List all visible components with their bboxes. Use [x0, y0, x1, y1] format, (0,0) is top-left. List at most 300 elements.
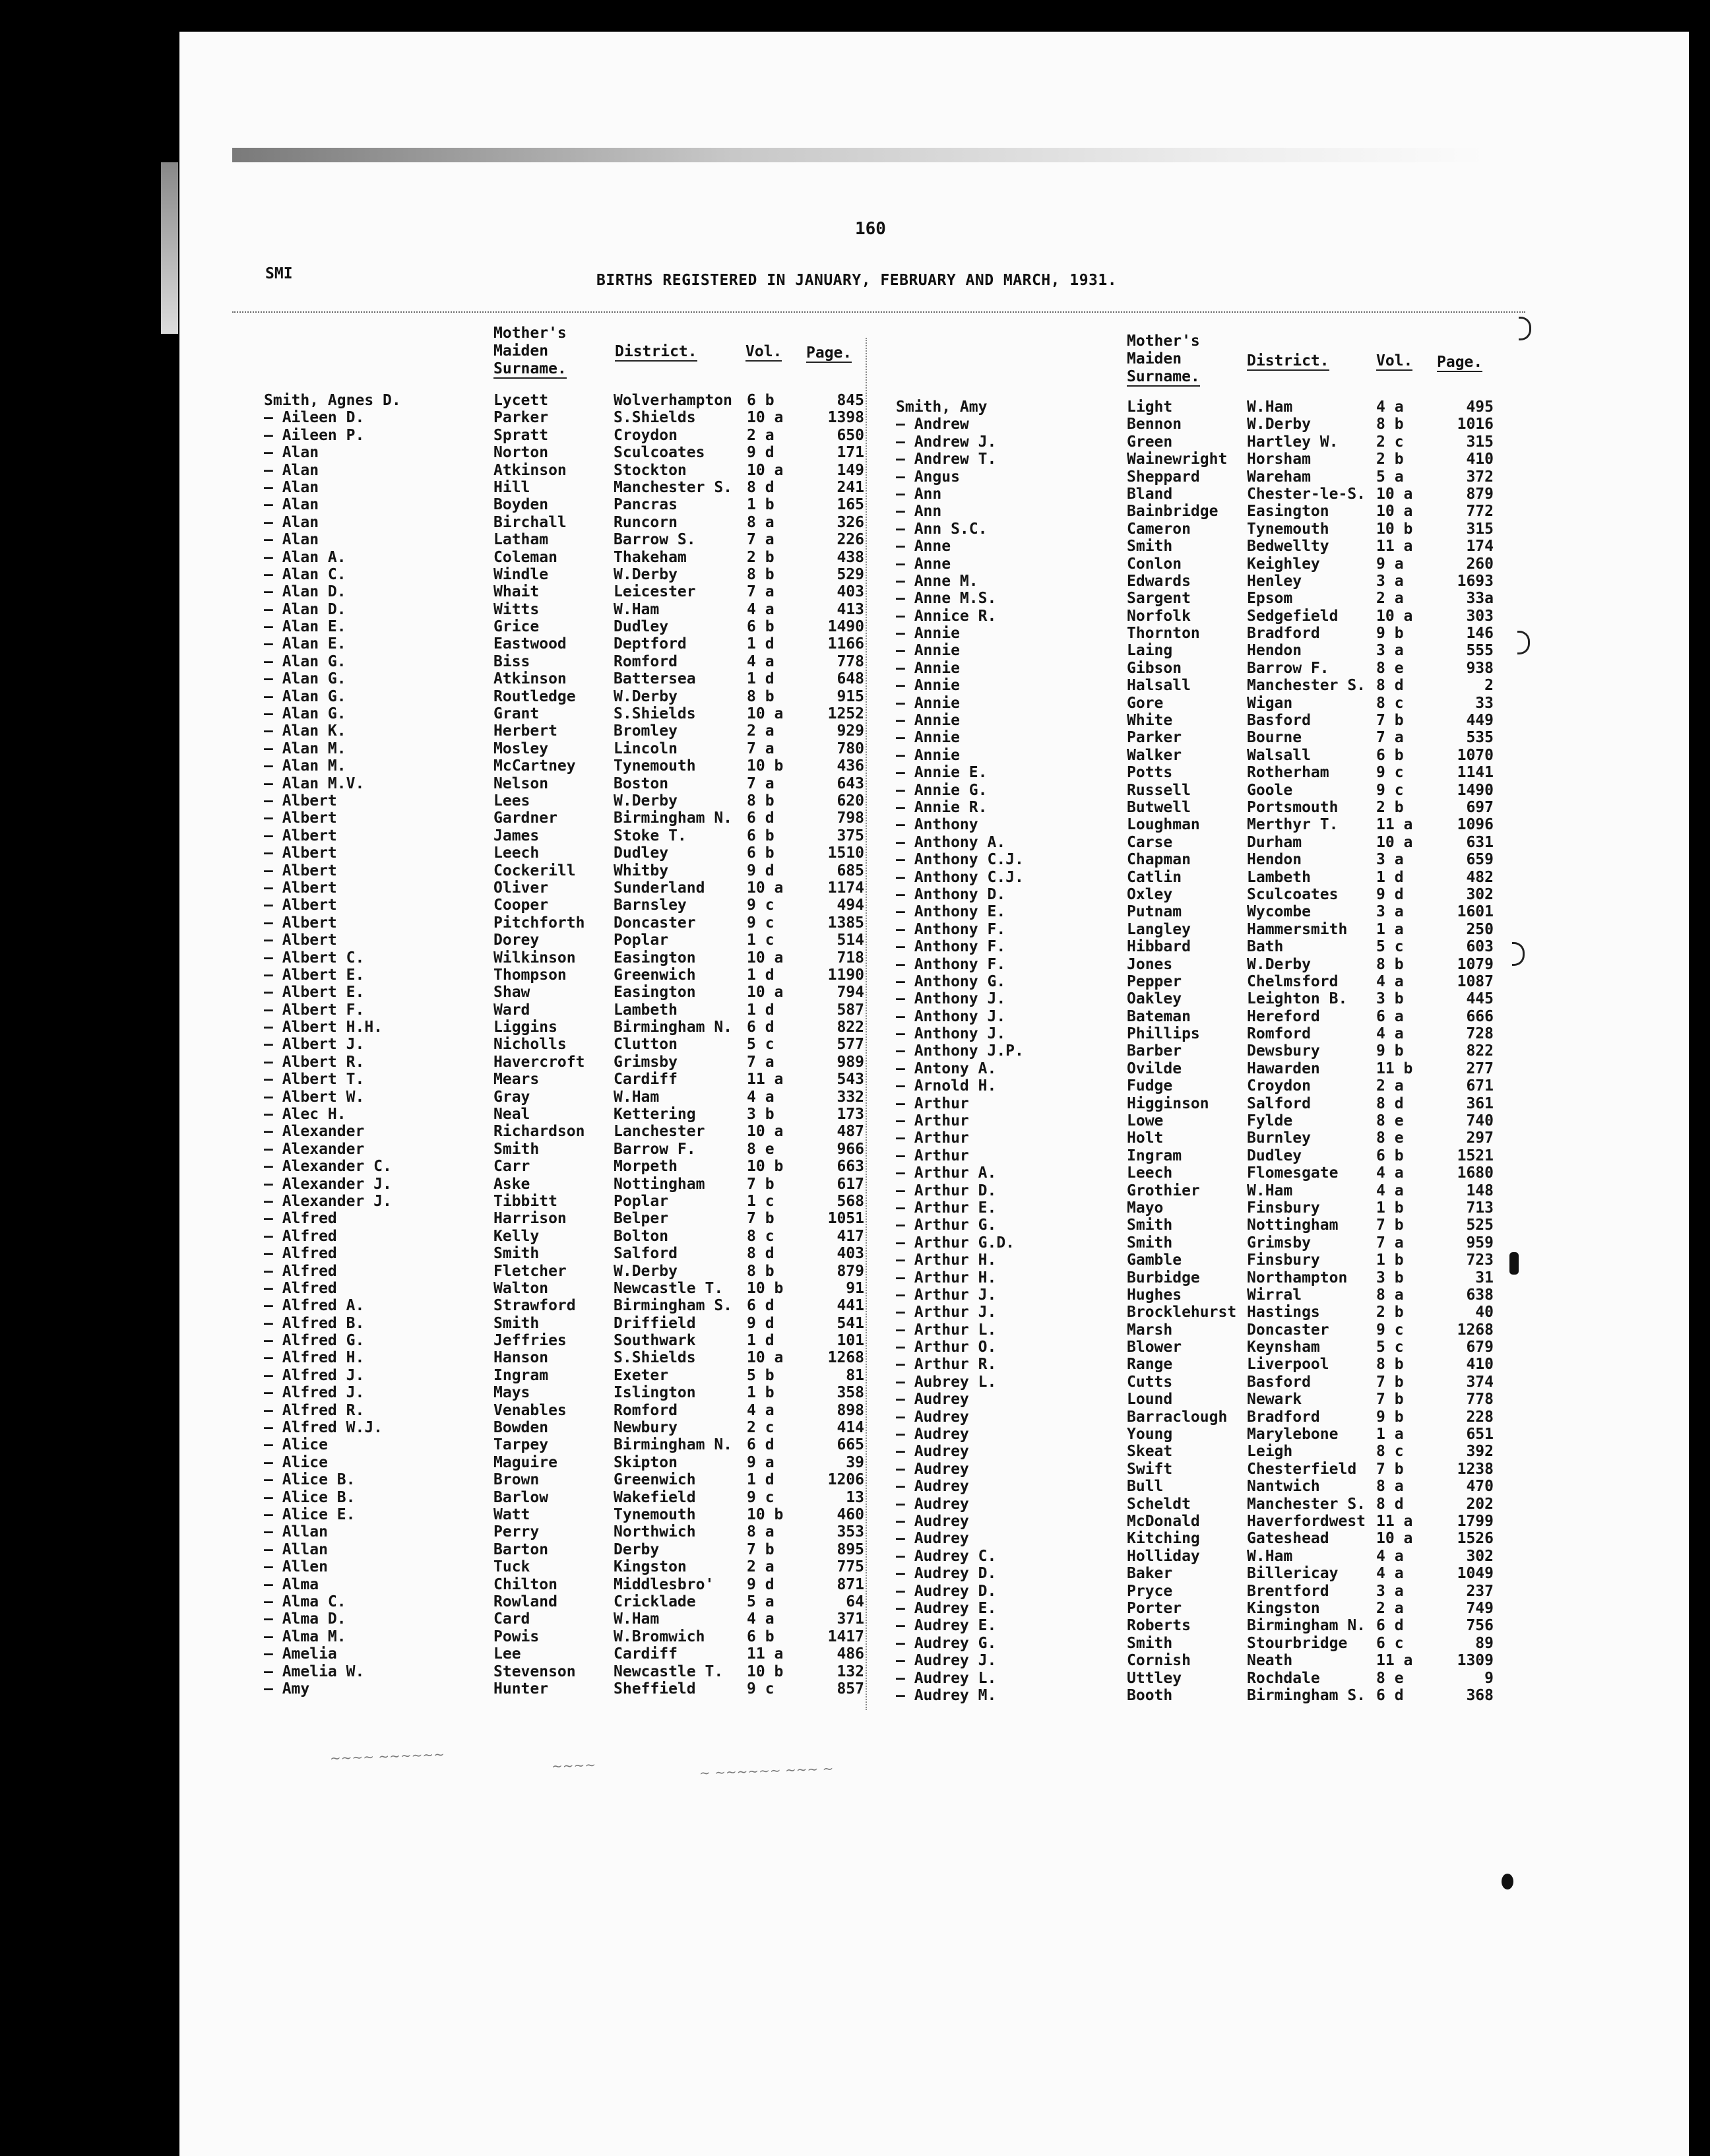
entry-page: 778: [837, 652, 864, 670]
entry-volume: 2 b: [1376, 1304, 1404, 1321]
register-entry: [896, 398, 1494, 416]
entry-page: 445: [1466, 990, 1494, 1008]
entry-volume: 8 b: [1376, 416, 1404, 433]
entry-page: 368: [1466, 1686, 1494, 1704]
entry-district: Kingston: [1247, 1599, 1320, 1617]
entry-maiden-surname: Putnam: [1127, 903, 1182, 921]
entry-volume: 4 a: [1376, 1164, 1404, 1182]
entry-volume: 10 b: [747, 1663, 784, 1680]
entry-volume: 9 c: [747, 897, 775, 914]
entry-page: 651: [1466, 1426, 1494, 1443]
left-maiden-header: [493, 325, 567, 378]
entry-forename: — Audrey: [896, 1408, 969, 1426]
entry-maiden-surname: Sheppard: [1127, 468, 1200, 486]
register-entry: [264, 1158, 864, 1175]
entry-forename: — Alfred: [264, 1245, 337, 1263]
entry-forename: — Annie R.: [896, 798, 988, 816]
entry-forename: — Alfred R.: [264, 1401, 365, 1419]
register-entry: [896, 712, 1494, 729]
register-entry: [264, 1315, 864, 1332]
register-entry: [896, 1269, 1494, 1286]
entry-district: Dudley: [1247, 1147, 1302, 1164]
entry-page: 663: [837, 1158, 864, 1176]
entry-page: 31: [1475, 1269, 1494, 1286]
entry-volume: 8 b: [747, 1262, 775, 1280]
register-entry: [264, 1471, 864, 1488]
entry-forename: — Albert: [264, 844, 337, 862]
register-entry: [264, 1176, 864, 1193]
entry-volume: 4 a: [747, 1088, 775, 1106]
register-entry: [264, 479, 864, 496]
entry-district: Birmingham N.: [614, 809, 733, 827]
entry-maiden-surname: Gore: [1127, 694, 1164, 712]
entry-forename: — Ann: [896, 503, 942, 521]
entry-page: 174: [1466, 538, 1494, 555]
entry-district: Doncaster: [614, 914, 696, 932]
right-maiden-header: [1127, 333, 1200, 386]
register-entry: [264, 618, 864, 635]
entry-district: Gateshead: [1247, 1530, 1329, 1548]
entry-page: 1521: [1457, 1147, 1494, 1164]
entry-maiden-surname: Atkinson: [493, 461, 567, 479]
entry-district: Thakeham: [614, 548, 687, 566]
page-title: BIRTHS REGISTERED IN JANUARY, FEBRUARY AND MARCH, 1931.: [596, 272, 1118, 289]
entry-volume: 9 c: [1376, 764, 1404, 782]
register-entry: [264, 984, 864, 1001]
entry-volume: 3 a: [1376, 572, 1404, 590]
entry-page: 1490: [827, 618, 864, 636]
entry-forename: — Audrey: [896, 1460, 969, 1478]
entry-district: Marylebone: [1247, 1426, 1339, 1443]
entry-maiden-surname: Atkinson: [493, 670, 567, 688]
entry-district: Barrow F.: [614, 1140, 696, 1158]
entry-district: Wigan: [1247, 694, 1293, 712]
entry-maiden-surname: Mays: [493, 1384, 530, 1402]
register-entry: [264, 879, 864, 897]
entry-district: Sunderland: [614, 879, 705, 897]
entry-district: Wolverhampton: [614, 392, 733, 409]
entry-forename: — Alan M.: [264, 757, 346, 775]
entry-page: 929: [837, 722, 864, 740]
entry-volume: 8 b: [1376, 955, 1404, 973]
entry-maiden-surname: Mears: [493, 1071, 540, 1089]
entry-page: 822: [1466, 1042, 1494, 1060]
entry-forename: — Andrew T.: [896, 451, 997, 468]
entry-forename: — Alan E.: [264, 635, 346, 653]
entry-maiden-surname: Blower: [1127, 1339, 1182, 1356]
entry-page: 1141: [1457, 764, 1494, 782]
entry-page: 772: [1466, 503, 1494, 521]
register-entry: [896, 1670, 1494, 1687]
entry-district: Henley: [1247, 572, 1302, 590]
entry-volume: 1 d: [1376, 868, 1404, 886]
register-entry: [264, 1645, 864, 1663]
entry-forename: — Alfred: [264, 1262, 337, 1280]
entry-page: 1268: [827, 1349, 864, 1367]
entry-district: Chester-le-S.: [1247, 485, 1366, 503]
entry-page: 40: [1475, 1304, 1494, 1321]
entry-district: Wakefield: [614, 1488, 696, 1506]
entry-page: 915: [837, 687, 864, 705]
entry-volume: 7 b: [1376, 1391, 1404, 1409]
register-entry: [264, 392, 864, 409]
entry-volume: 1 d: [747, 1471, 775, 1489]
entry-district: Barnsley: [614, 897, 687, 914]
entry-district: Battersea: [614, 670, 696, 688]
entry-page: 713: [1466, 1199, 1494, 1217]
entry-district: W.Bromwich: [614, 1628, 705, 1645]
register-entry: [896, 816, 1494, 833]
entry-page: 1693: [1457, 572, 1494, 590]
register-entry: [896, 903, 1494, 920]
entry-maiden-surname: Jeffries: [493, 1332, 567, 1350]
entry-volume: 9 b: [1376, 1408, 1404, 1426]
entry-maiden-surname: Gibson: [1127, 659, 1182, 677]
entry-maiden-surname: Neal: [493, 1106, 530, 1124]
entry-volume: 4 a: [1376, 1547, 1404, 1565]
entry-page: 845: [837, 392, 864, 409]
entry-forename: — Anne: [896, 555, 951, 573]
entry-volume: 2 a: [747, 426, 775, 444]
register-entry: [896, 1321, 1494, 1339]
entry-forename: — Audrey: [896, 1530, 969, 1548]
entry-forename: — Anthony J.: [896, 1007, 1006, 1025]
entry-maiden-surname: Harrison: [493, 1210, 567, 1228]
entry-district: Newark: [1247, 1391, 1302, 1409]
register-entry: [264, 496, 864, 513]
entry-volume: 10 a: [747, 879, 784, 897]
entry-volume: 11 a: [1376, 816, 1413, 834]
entry-district: Finsbury: [1247, 1199, 1320, 1217]
entry-district: W.Ham: [614, 1088, 660, 1106]
entry-district: Leigh: [1247, 1443, 1293, 1461]
register-entry: [264, 967, 864, 984]
entry-district: W.Ham: [1247, 1547, 1293, 1565]
entry-district: Birmingham N.: [1247, 1617, 1366, 1635]
entry-district: Dudley: [614, 844, 669, 862]
entry-page: 525: [1466, 1217, 1494, 1234]
entry-forename: — Arthur R.: [896, 1356, 997, 1374]
entry-forename: — Annie E.: [896, 764, 988, 782]
register-entry: [264, 1610, 864, 1628]
entry-forename: — Arthur E.: [896, 1199, 997, 1217]
register-entry: [896, 1217, 1494, 1234]
entry-maiden-surname: Pepper: [1127, 972, 1182, 990]
entry-volume: 7 a: [747, 740, 775, 757]
entry-forename: — Audrey: [896, 1391, 969, 1409]
entry-page: 302: [1466, 1547, 1494, 1565]
left-vol-header: [745, 343, 782, 361]
entry-forename: — Albert J.: [264, 1036, 365, 1054]
entry-page: 541: [837, 1314, 864, 1332]
entry-volume: 7 a: [1376, 1234, 1404, 1252]
entry-page: 679: [1466, 1339, 1494, 1356]
entry-volume: 8 e: [1376, 1112, 1404, 1130]
entry-district: Wareham: [1247, 468, 1311, 486]
entry-maiden-surname: Burbidge: [1127, 1269, 1200, 1286]
entry-page: 1799: [1457, 1513, 1494, 1530]
register-entry: [264, 514, 864, 531]
entry-district: Keynsham: [1247, 1339, 1320, 1356]
entry-volume: 8 e: [747, 1140, 775, 1158]
entry-page: 756: [1466, 1617, 1494, 1635]
entry-forename: — Alma M.: [264, 1628, 346, 1645]
register-entry: [896, 1530, 1494, 1547]
entry-forename: — Alice E.: [264, 1506, 356, 1523]
entry-maiden-surname: Holt: [1127, 1129, 1164, 1147]
entry-district: Kettering: [614, 1106, 696, 1124]
entry-district: Greenwich: [614, 1471, 696, 1489]
entry-district: Sheffield: [614, 1680, 696, 1697]
register-entry: [264, 722, 864, 740]
entry-forename: — Alfred J.: [264, 1384, 365, 1402]
entry-maiden-surname: Halsall: [1127, 677, 1191, 695]
entry-maiden-surname: Thornton: [1127, 625, 1200, 643]
entry-volume: 8 e: [1376, 1129, 1404, 1147]
entry-maiden-surname: Tuck: [493, 1558, 530, 1576]
entry-page: 1526: [1457, 1530, 1494, 1548]
entry-volume: 10 a: [747, 949, 784, 967]
entry-volume: 6 b: [747, 827, 775, 844]
scan-shadow-top: [232, 148, 1486, 162]
entry-district: W.Ham: [614, 600, 660, 618]
entry-maiden-surname: Edwards: [1127, 572, 1191, 590]
entry-page: 568: [837, 1192, 864, 1210]
entry-forename: — Alma D.: [264, 1610, 346, 1628]
entry-district: Islington: [614, 1384, 696, 1402]
entry-maiden-surname: Light: [1127, 398, 1173, 416]
entry-volume: 8 d: [747, 1245, 775, 1263]
entry-forename: — Audrey C.: [896, 1547, 997, 1565]
entry-page: 13: [846, 1488, 864, 1506]
entry-forename: — Anthony F.: [896, 938, 1006, 956]
entry-maiden-surname: Routledge: [493, 687, 576, 705]
entry-district: Barrow S.: [614, 531, 696, 549]
entry-volume: 10 b: [747, 757, 784, 775]
entry-volume: 1 a: [1376, 920, 1404, 938]
register-entry: [264, 688, 864, 705]
entry-district: Chesterfield: [1247, 1460, 1357, 1478]
entry-page: 780: [837, 740, 864, 757]
register-entry: [264, 1089, 864, 1106]
entry-page: 895: [837, 1540, 864, 1558]
entry-forename: — Alexander: [264, 1123, 365, 1141]
entry-maiden-surname: Hill: [493, 478, 530, 496]
surname-tag: SMI: [265, 265, 293, 282]
entry-volume: 6 d: [747, 1436, 775, 1454]
entry-page: 1016: [1457, 416, 1494, 433]
entry-page: 1206: [827, 1471, 864, 1489]
register-entry: [264, 1106, 864, 1123]
register-entry: [896, 1600, 1494, 1617]
entry-volume: 6 b: [747, 392, 775, 409]
entry-volume: 1 d: [747, 1001, 775, 1019]
entry-district: Easington: [614, 949, 696, 967]
register-entry: [264, 531, 864, 548]
entry-maiden-surname: Booth: [1127, 1686, 1173, 1704]
entry-forename: — Alan: [264, 531, 319, 549]
entry-page: 303: [1466, 607, 1494, 625]
entry-volume: 1 d: [747, 635, 775, 653]
entry-page: 740: [1466, 1112, 1494, 1130]
entry-maiden-surname: Kelly: [493, 1227, 540, 1245]
entry-maiden-surname: Range: [1127, 1356, 1173, 1374]
entry-volume: 5 a: [747, 1593, 775, 1610]
entry-maiden-surname: Fudge: [1127, 1077, 1173, 1095]
entry-forename: — Anthony F.: [896, 955, 1006, 973]
entry-page: 1174: [827, 879, 864, 897]
entry-volume: 6 b: [1376, 746, 1404, 764]
entry-district: Romford: [1247, 1025, 1311, 1043]
entry-forename: — Audrey M.: [896, 1686, 997, 1704]
entry-page: 441: [837, 1297, 864, 1315]
register-entry: [264, 1193, 864, 1210]
register-entry: [896, 851, 1494, 868]
entry-district: Bath: [1247, 938, 1284, 956]
entry-maiden-surname: Parker: [1127, 729, 1182, 747]
entry-forename: — Arthur J.: [896, 1286, 997, 1304]
entry-page: 173: [837, 1106, 864, 1124]
register-entry: [896, 799, 1494, 816]
register-entry: [264, 809, 864, 827]
entry-district: Horsham: [1247, 451, 1311, 468]
entry-forename: — Anne: [896, 538, 951, 555]
entry-volume: 10 a: [747, 984, 784, 1001]
register-entry: [896, 1182, 1494, 1199]
entry-district: Wycombe: [1247, 903, 1311, 921]
entry-district: Haverfordwest: [1247, 1513, 1366, 1530]
register-entry: [896, 433, 1494, 451]
entry-district: Burnley: [1247, 1129, 1311, 1147]
entry-volume: 2 c: [1376, 433, 1404, 451]
entry-district: Newcastle T.: [614, 1279, 724, 1297]
entry-page: 643: [837, 775, 864, 792]
entry-forename: — Albert H.H.: [264, 1019, 383, 1036]
entry-volume: 6 d: [747, 809, 775, 827]
entry-page: 587: [837, 1001, 864, 1019]
register-entry: [264, 566, 864, 583]
entry-forename: — Alan G.: [264, 687, 346, 705]
register-entry: [264, 1245, 864, 1262]
entry-district: Bradford: [1247, 625, 1320, 643]
entry-forename: — Arthur O.: [896, 1339, 997, 1356]
register-entry: [896, 1374, 1494, 1391]
entry-forename: — Alice: [264, 1436, 328, 1454]
register-entry: [896, 1583, 1494, 1600]
entry-volume: 10 a: [1376, 607, 1413, 625]
entry-maiden-surname: Watt: [493, 1506, 530, 1523]
entry-district: Croydon: [614, 426, 678, 444]
entry-district: Manchester S.: [1247, 1495, 1366, 1513]
entry-volume: 8 d: [747, 478, 775, 496]
entry-maiden-surname: Cockerill: [493, 862, 576, 879]
entry-volume: 9 c: [1376, 1321, 1404, 1339]
entry-forename: — Albert F.: [264, 1001, 365, 1019]
register-entry: [896, 1060, 1494, 1077]
entry-volume: 1 d: [747, 966, 775, 984]
entry-volume: 4 a: [1376, 1182, 1404, 1199]
entry-maiden-surname: Fletcher: [493, 1262, 567, 1280]
entry-forename: — Alan K.: [264, 722, 346, 740]
entry-volume: 2 a: [747, 1558, 775, 1576]
entry-page: 302: [1466, 885, 1494, 903]
entry-maiden-surname: Biss: [493, 652, 530, 670]
entry-forename: — Alan: [264, 513, 319, 531]
entry-page: 1166: [827, 635, 864, 653]
register-entry: [264, 1141, 864, 1158]
entry-page: 989: [837, 1053, 864, 1071]
entry-district: W.Derby: [1247, 416, 1311, 433]
entry-forename: — Anthony J.: [896, 990, 1006, 1008]
entry-maiden-surname: Cornish: [1127, 1652, 1191, 1670]
entry-forename: — Anthony C.J.: [896, 851, 1024, 869]
entry-maiden-surname: Bainbridge: [1127, 503, 1219, 521]
entry-district: Driffield: [614, 1314, 696, 1332]
entry-maiden-surname: Barton: [493, 1540, 549, 1558]
entry-maiden-surname: Smith: [1127, 1217, 1173, 1234]
register-entry: [896, 1008, 1494, 1025]
register-entry: [264, 1036, 864, 1053]
entry-volume: 7 a: [1376, 729, 1404, 747]
entry-forename: — Alice: [264, 1453, 328, 1471]
entry-maiden-surname: Barlow: [493, 1488, 549, 1506]
entry-district: Nantwich: [1247, 1478, 1320, 1496]
entry-page: 603: [1466, 938, 1494, 956]
entry-forename: — Audrey: [896, 1426, 969, 1443]
register-entry: [896, 869, 1494, 886]
entry-page: 822: [837, 1019, 864, 1036]
entry-forename: — Arthur: [896, 1094, 969, 1112]
entry-page: 374: [1466, 1373, 1494, 1391]
entry-page: 361: [1466, 1094, 1494, 1112]
entry-maiden-surname: Cameron: [1127, 520, 1191, 538]
entry-forename: — Alfred H.: [264, 1349, 365, 1367]
entry-page: 332: [837, 1088, 864, 1106]
entry-page: 1385: [827, 914, 864, 932]
entry-volume: 9 d: [747, 1314, 775, 1332]
entry-district: Merthyr T.: [1247, 816, 1339, 834]
entry-page: 1049: [1457, 1565, 1494, 1583]
entry-district: Sculcoates: [614, 444, 705, 462]
entry-maiden-surname: Walton: [493, 1279, 549, 1297]
entry-maiden-surname: Hibbard: [1127, 938, 1191, 956]
entry-district: Brentford: [1247, 1582, 1329, 1600]
left-entries: [264, 392, 864, 1697]
entry-volume: 3 b: [747, 1106, 775, 1124]
entry-page: 260: [1466, 555, 1494, 573]
register-entry: [264, 1054, 864, 1071]
entry-forename: — Arthur H.: [896, 1269, 997, 1286]
entry-district: Sedgefield: [1247, 607, 1339, 625]
entry-volume: 2 a: [1376, 590, 1404, 608]
entry-maiden-surname: Carse: [1127, 833, 1173, 851]
entry-volume: 4 a: [747, 1610, 775, 1628]
entry-page: 436: [837, 757, 864, 775]
entry-district: Flomesgate: [1247, 1164, 1339, 1182]
entry-forename: — Alice B.: [264, 1488, 356, 1506]
vol-header-text: Vol.: [1376, 352, 1413, 369]
entry-page: 1398: [827, 409, 864, 427]
entry-volume: 9 c: [1376, 781, 1404, 799]
entry-forename: — Audrey E.: [896, 1599, 997, 1617]
left-district-header: [615, 343, 697, 361]
entry-forename: — Arthur L.: [896, 1321, 997, 1339]
register-entry: [896, 642, 1494, 659]
entry-maiden-surname: Witts: [493, 600, 540, 618]
entry-volume: 8 c: [1376, 694, 1404, 712]
binder-hole-mark: [1509, 1252, 1519, 1275]
entry-maiden-surname: Catlin: [1127, 868, 1182, 886]
